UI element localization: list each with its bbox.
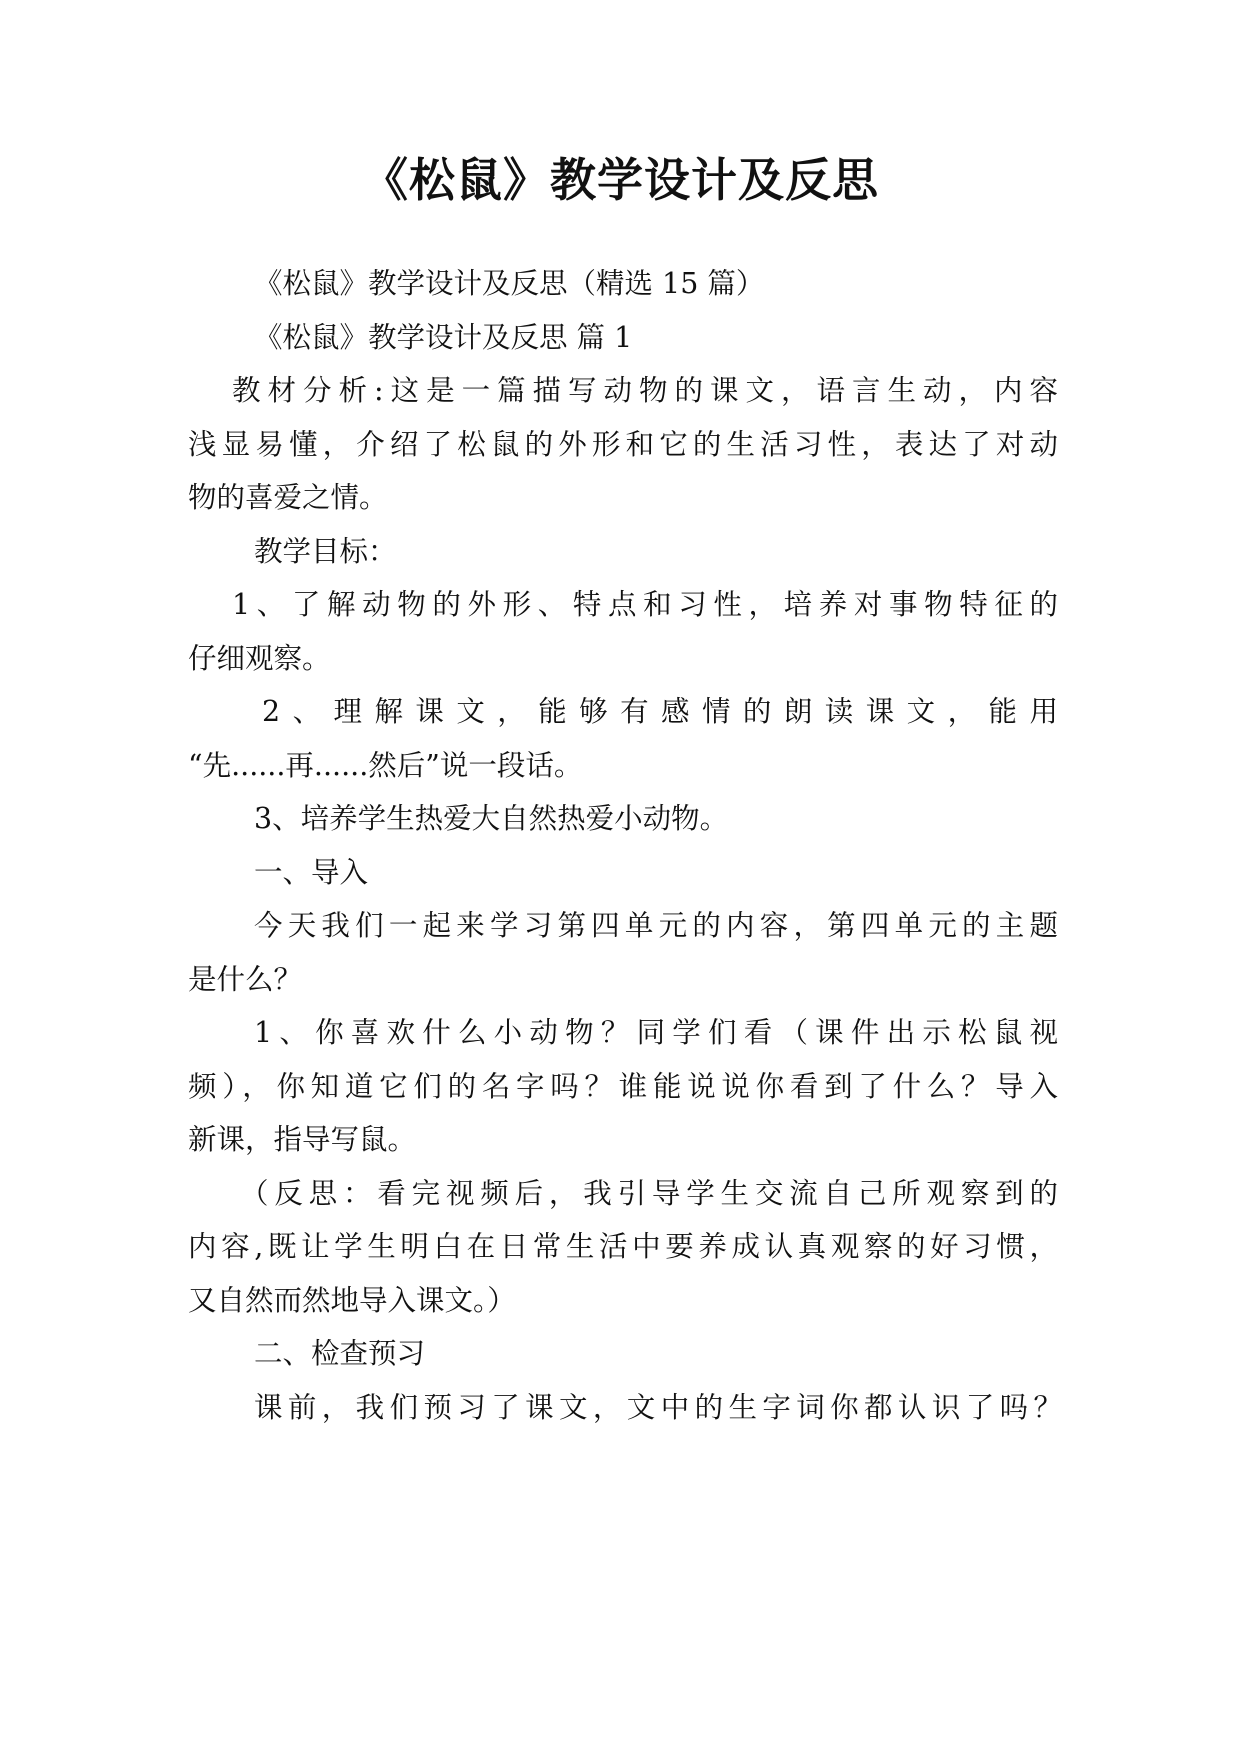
- paragraph-line: 1、你喜欢什么小动物？同学们看（课件出示松鼠视: [254, 1016, 1058, 1049]
- paragraph-line: 频），你知道它们的名字吗？谁能说说你看到了什么？导入: [188, 1070, 1058, 1103]
- paragraph-line: 1、了解动物的外形、特点和习性，培养对事物特征的: [232, 588, 1058, 621]
- paragraph-line: 教材分析:这是一篇描写动物的课文，语言生动，内容: [232, 374, 1058, 407]
- paragraph-line: “先......再......然后”说一段话。: [188, 749, 583, 782]
- paragraph-line: 今天我们一起来学习第四单元的内容，第四单元的主题: [254, 909, 1058, 942]
- paragraph-line: 新课，指导写鼠。: [188, 1123, 417, 1156]
- paragraph-line: 内容,既让学生明白在日常生活中要养成认真观察的好习惯，: [188, 1230, 1058, 1263]
- paragraph-line: 物的喜爱之情。: [188, 481, 388, 514]
- paragraph-line: 是什么？: [188, 963, 303, 996]
- paragraph-line: 《松鼠》教学设计及反思（精选 15 篇）: [254, 267, 765, 300]
- section-heading: 二、检查预习: [254, 1337, 426, 1370]
- document-title: 《松鼠》教学设计及反思: [362, 153, 879, 207]
- section-heading: 一、导入: [254, 856, 369, 889]
- paragraph-line: 教学目标：: [254, 535, 397, 568]
- paragraph-line: 又自然而然地导入课文。）: [188, 1284, 516, 1317]
- paragraph-line: （反思：看完视频后，我引导学生交流自己所观察到的: [240, 1177, 1058, 1210]
- paragraph-line: 课前，我们预习了课文，文中的生字词你都认识了吗？: [254, 1391, 1062, 1424]
- paragraph-line: 2、理解课文，能够有感情的朗读课文，能用: [262, 695, 1058, 728]
- paragraph-line: 3、培养学生热爱大自然热爱小动物。: [254, 802, 729, 835]
- paragraph-line: 仔细观察。: [188, 642, 331, 675]
- paragraph-line: 《松鼠》教学设计及反思 篇 1: [254, 321, 633, 354]
- paragraph-line: 浅显易懂，介绍了松鼠的外形和它的生活习性，表达了对动: [188, 428, 1058, 461]
